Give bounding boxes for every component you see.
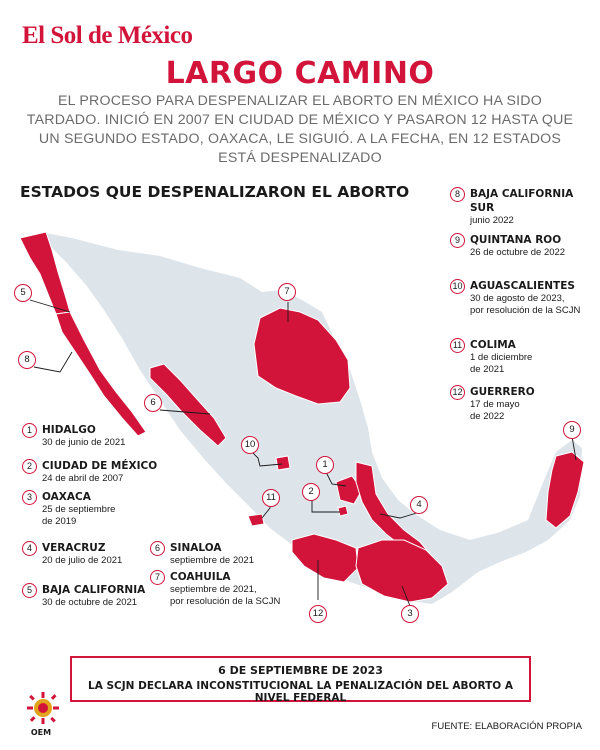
state-name: HIDALGO <box>42 424 96 436</box>
legend-entry-colima <box>450 338 532 376</box>
legend-entry-oaxaca <box>22 490 115 528</box>
banner-date: 6 DE SEPTIEMBRE DE 2023 <box>218 664 383 677</box>
state-name: VERACRUZ <box>42 542 106 554</box>
leader-8 <box>34 352 72 372</box>
legend-number: 4 <box>22 541 37 556</box>
state-name: BAJA CALIFORNIA SUR <box>470 188 574 214</box>
map-marker-7: 7 <box>278 283 296 301</box>
section-title: ESTADOS QUE DESPENALIZARON EL ABORTO <box>20 183 410 201</box>
state-name: AGUASCALIENTES <box>470 280 575 292</box>
ruling-banner <box>70 656 531 702</box>
state-date: 30 de agosto de 2023, por resolución de la SCJN <box>470 293 581 316</box>
state-name: SINALOA <box>170 542 222 554</box>
headline: LARGO CAMINO <box>165 56 435 91</box>
legend-number: 9 <box>450 233 465 248</box>
map-marker-3: 3 <box>401 605 419 623</box>
state-colima <box>248 514 264 526</box>
legend-number: 7 <box>150 570 165 585</box>
legend-entry-sinaloa <box>150 541 254 567</box>
map-marker-9: 9 <box>563 421 581 439</box>
legend-entry-guerrero <box>450 385 535 423</box>
state-date: septiembre de 2021 <box>170 555 254 566</box>
legend-number: 3 <box>22 490 37 505</box>
banner-text: LA SCJN DECLARA INCONSTITUCIONAL LA PENALIZACIÓN DEL ABORTO A NIVEL FEDERAL <box>88 680 513 704</box>
map-marker-10: 10 <box>241 436 259 454</box>
state-name: QUINTANA ROO <box>470 234 562 246</box>
legend-entry-hidalgo <box>22 423 125 449</box>
legend-number: 8 <box>450 187 465 202</box>
map-marker-4: 4 <box>410 496 428 514</box>
map-marker-5: 5 <box>14 284 32 302</box>
legend-entry-veracruz <box>22 541 122 567</box>
map-marker-1: 1 <box>316 456 334 474</box>
state-name: COAHUILA <box>170 571 231 583</box>
legend-entry-baja-california <box>22 583 145 609</box>
state-name: BAJA CALIFORNIA <box>42 584 146 596</box>
map-marker-6: 6 <box>144 394 162 412</box>
map-marker-12: 12 <box>309 605 327 623</box>
state-date: 26 de octubre de 2022 <box>470 247 566 258</box>
state-date: 30 de junio de 2021 <box>42 437 126 448</box>
legend-number: 5 <box>22 583 37 598</box>
legend-entry-aguascalientes <box>450 279 580 317</box>
state-date: junio 2022 <box>470 215 514 226</box>
map-marker-8: 8 <box>18 351 36 369</box>
source-note: FUENTE: ELABORACIÓN PROPIA <box>431 721 582 732</box>
state-date: 17 de mayo de 2022 <box>470 399 520 422</box>
legend-number: 2 <box>22 459 37 474</box>
oem-label: OEM <box>30 728 52 737</box>
legend-number: 11 <box>450 338 465 353</box>
brand-logo: El Sol de México <box>22 22 193 49</box>
state-cdmx <box>338 506 348 516</box>
state-name: OAXACA <box>42 491 91 503</box>
state-date: 20 de julio de 2021 <box>42 555 123 566</box>
subtitle: EL PROCESO PARA DESPENALIZAR EL ABORTO EN MÉXICO HA SIDO TARDADO. INICIÓ EN 2007 EN CIUDAD DE MÉXICO Y PASARON 12 HASTA QUE UN SEGUNDO ESTADO, OAXACA, LE SIGUIÓ. A LA FECHA, EN 12 ESTADOS ESTÁ DESPENALIZADO <box>26 93 574 166</box>
state-name: GUERRERO <box>470 386 535 398</box>
state-date: 30 de octubre de 2021 <box>42 597 138 608</box>
state-name: CIUDAD DE MÉXICO <box>42 460 158 472</box>
legend-entry-cdmx <box>22 459 157 485</box>
legend-number: 12 <box>450 385 465 400</box>
legend-number: 10 <box>450 279 465 294</box>
state-date: septiembre de 2021, por resolución de la SCJN <box>170 584 281 607</box>
legend-number: 6 <box>150 541 165 556</box>
legend-entry-coahuila <box>150 570 280 608</box>
state-date: 25 de septiembre de 2019 <box>42 504 116 527</box>
legend-number: 1 <box>22 423 37 438</box>
map-marker-11: 11 <box>262 489 280 507</box>
state-aguascalientes <box>276 456 290 470</box>
legend-entry-bcs <box>450 187 600 227</box>
legend-entry-quintana-roo <box>450 233 565 259</box>
state-date: 24 de abril de 2007 <box>42 473 124 484</box>
state-name: COLIMA <box>470 339 516 351</box>
map-marker-2: 2 <box>302 483 320 501</box>
state-date: 1 de diciembre de 2021 <box>470 352 533 375</box>
